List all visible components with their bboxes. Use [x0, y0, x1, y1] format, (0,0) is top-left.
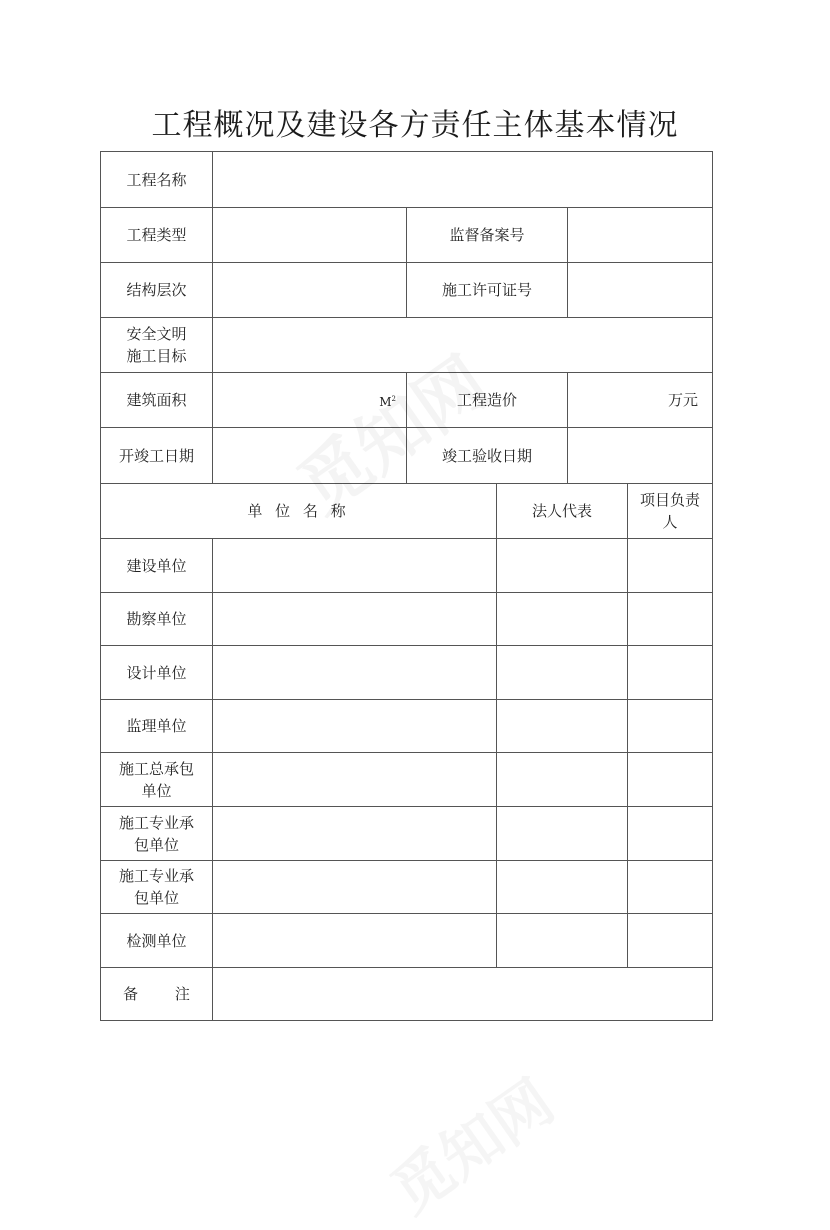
project-manager-field[interactable] [628, 700, 712, 752]
legal-rep-field[interactable] [497, 753, 627, 806]
project-name-label: 工程名称 [126, 170, 187, 189]
unit-name-field[interactable] [213, 593, 496, 645]
unit-name-field[interactable] [213, 539, 496, 592]
project-manager-header: 项目负责 人 [639, 491, 700, 531]
project-manager-field[interactable] [628, 593, 712, 645]
legal-rep-field[interactable] [497, 861, 627, 913]
legal-rep-field[interactable] [497, 593, 627, 645]
project-manager-field[interactable] [628, 539, 712, 592]
legal-rep-header: 法人代表 [531, 502, 592, 520]
unit-row-label: 检测单位 [126, 931, 187, 950]
project-manager-field[interactable] [628, 807, 712, 860]
project-manager-field[interactable] [628, 914, 712, 967]
legal-rep-field[interactable] [497, 914, 627, 967]
unit-name-header: 单 位 名 称 [247, 502, 350, 520]
safety-goal-label: 安全文明 施工目标 [126, 325, 187, 365]
area-label: 建筑面积 [126, 391, 187, 409]
supervision-no-field[interactable] [568, 208, 712, 262]
unit-row-label: 设计单位 [126, 663, 187, 682]
unit-row-label: 建设单位 [126, 556, 187, 575]
watermark-text [372, 1056, 569, 1230]
unit-row-label: 监理单位 [126, 717, 187, 735]
project-manager-field[interactable] [628, 861, 712, 913]
area-field[interactable] [213, 373, 406, 427]
unit-row-label: 施工专业承 包单位 [118, 867, 194, 907]
legal-rep-field[interactable] [497, 539, 627, 592]
remarks-field[interactable] [213, 968, 712, 1020]
unit-row-label: 施工专业承 包单位 [118, 813, 194, 854]
project-name-field[interactable] [213, 152, 712, 207]
remarks-label: 备 注 [123, 985, 206, 1003]
legal-rep-field[interactable] [497, 646, 627, 699]
page-title: 工程概况及建设各方责任主体基本情况 [151, 108, 679, 143]
cost-label: 工程造价 [456, 391, 517, 409]
permit-no-field[interactable] [568, 263, 712, 317]
area-unit: $M^2$ [379, 394, 396, 409]
project-type-label: 工程类型 [126, 226, 187, 244]
legal-rep-field[interactable] [497, 807, 627, 860]
unit-name-field[interactable] [213, 861, 496, 913]
unit-name-field[interactable] [213, 700, 496, 752]
structure-label: 结构层次 [126, 281, 187, 299]
structure-field[interactable] [213, 263, 406, 317]
start-end-date-label: 开竣工日期 [118, 446, 194, 465]
legal-rep-field[interactable] [497, 700, 627, 752]
permit-no-label: 施工许可证号 [441, 281, 532, 299]
safety-goal-field[interactable] [213, 318, 712, 372]
supervision-no-label: 监督备案号 [449, 226, 525, 244]
unit-row-label: 施工总承包 单位 [118, 759, 194, 800]
project-manager-field[interactable] [628, 646, 712, 699]
acceptance-date-field[interactable] [568, 428, 712, 483]
cost-field[interactable] [568, 373, 712, 427]
unit-name-field[interactable] [213, 914, 496, 967]
unit-name-field[interactable] [213, 646, 496, 699]
project-type-field[interactable] [213, 208, 406, 262]
start-end-date-field[interactable] [213, 428, 406, 483]
unit-row-label: 勘察单位 [126, 610, 187, 628]
unit-name-field[interactable] [213, 753, 496, 806]
project-manager-field[interactable] [628, 753, 712, 806]
acceptance-date-label: 竣工验收日期 [441, 446, 532, 465]
cost-unit: 万元 [667, 391, 698, 409]
unit-name-field[interactable] [213, 807, 496, 860]
